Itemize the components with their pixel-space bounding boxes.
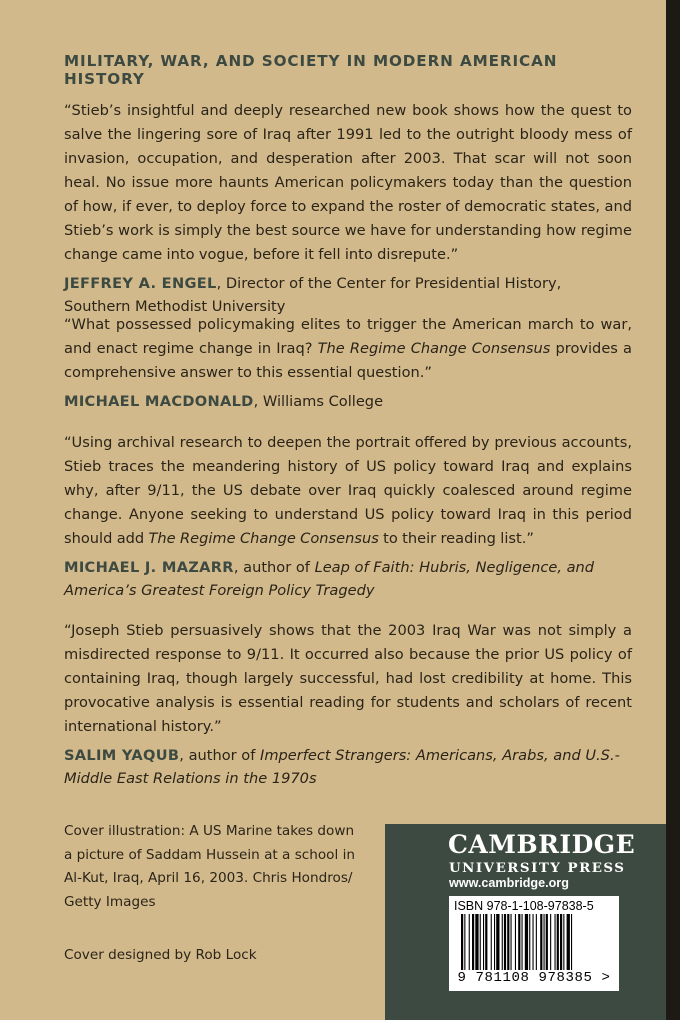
barcode-bar bbox=[560, 914, 562, 970]
blurb-engel bbox=[64, 99, 632, 318]
barcode-bar bbox=[550, 914, 551, 970]
blurb-quote: “Stieb’s insightful and deeply researched new book shows how the quest to salve the lingering sore of Iraq after 1991 led to the outright bloody mess of invasion, occupation, and desperation after 2003. That scar will not soon heal. No issue more haunts American policymakers today than the question of how, if ever, to deploy force to expand the roster of democratic states, and Stieb’s work is simply the best source we have for understanding how regime change came into vogue, before it fell into disrepute.” bbox=[64, 102, 632, 263]
endorser-work: Imperfect Strangers: Americans, Arabs, and U.S.-Middle East Relations in the 1970s bbox=[64, 747, 620, 787]
barcode-bar bbox=[533, 914, 534, 970]
blurb-yaqub bbox=[64, 619, 632, 790]
barcode-bar bbox=[540, 914, 542, 970]
barcode-bar bbox=[522, 914, 523, 970]
cover-illustration-credit: Cover illustration: A US Marine takes down a picture of Saddam Hussein at a school in Al-Kut, Iraq, April 16, 2003. Chris Hondros/ Getty Images bbox=[64, 823, 355, 910]
endorser-name: MICHAEL J. MAZARR bbox=[64, 559, 234, 576]
barcode-bar bbox=[491, 914, 492, 970]
spine-edge bbox=[666, 0, 680, 1020]
endorser-affiliation: , Director of the Center for Presidential History, Southern Methodist University bbox=[64, 275, 562, 315]
isbn-label: ISBN 978-1-108-97838-5 bbox=[454, 899, 594, 913]
barcode-bar bbox=[464, 914, 465, 970]
blurb-attribution bbox=[64, 390, 632, 413]
publisher-subtitle: UNIVERSITY PRESS bbox=[449, 860, 626, 876]
blurb-macdonald bbox=[64, 313, 632, 413]
barcode-bar bbox=[483, 914, 484, 970]
barcode-bar bbox=[494, 914, 495, 970]
quote-text: provides a comprehensive answer to this essential question.” bbox=[64, 340, 632, 381]
quote-text: “Using archival research to deepen the portrait offered by previous accounts, Stieb traces the meandering history of US policy toward Iraq and explains why, after 9/11, the US debate over Iraq quickly coalesced around regime change. Anyone seeking to understand US policy toward Iraq in this period should add bbox=[64, 434, 632, 547]
barcode-bar bbox=[472, 914, 474, 970]
barcode-bar bbox=[529, 914, 530, 970]
barcode-bar bbox=[475, 914, 478, 970]
endorser-affiliation: , author of bbox=[179, 747, 261, 764]
barcode-bar bbox=[546, 914, 548, 970]
endorser-affiliation: , author of bbox=[233, 559, 315, 576]
cover-designer-credit: Cover designed by Rob Lock bbox=[64, 947, 257, 963]
barcode-bar bbox=[511, 914, 512, 970]
publisher-name: CAMBRIDGE bbox=[448, 830, 636, 859]
quote-text: to their reading list.” bbox=[378, 530, 534, 547]
barcode-bar bbox=[536, 914, 537, 970]
isbn-barcode bbox=[449, 896, 619, 991]
blurb-quote bbox=[64, 431, 632, 551]
endorser-name: JEFFREY A. ENGEL bbox=[64, 275, 217, 292]
blurb-mazarr bbox=[64, 431, 632, 602]
publisher-url: www.cambridge.org bbox=[449, 876, 569, 890]
barcode-bar bbox=[485, 914, 487, 970]
quote-text: “What possessed policymaking elites to trigger the American march to war, and enact regime change in Iraq? bbox=[64, 316, 632, 357]
barcode-bar bbox=[567, 914, 570, 970]
barcode-bar bbox=[518, 914, 520, 970]
blurb-attribution bbox=[64, 272, 632, 318]
endorser-work: Leap of Faith: Hubris, Negligence, and America’s Greatest Foreign Policy Tragedy bbox=[64, 559, 595, 599]
blurb-attribution bbox=[64, 744, 632, 790]
book-title: The Regime Change Consensus bbox=[317, 340, 551, 357]
barcode-digits: 9 781108 978385 > bbox=[457, 970, 611, 986]
barcode-bar bbox=[461, 914, 463, 970]
endorser-affiliation: , Williams College bbox=[253, 393, 384, 410]
endorser-name: MICHAEL MACDONALD bbox=[64, 393, 254, 410]
blurb-quote: “Joseph Stieb persuasively shows that the 2003 Iraq War was not simply a misdirected response to 9/11. It occurred also because the prior US policy of containing Iraq, though largely successful, had lost credibility at home. This provocative analysis is essential reading for students and scholars of recent international history.” bbox=[64, 622, 632, 735]
barcode-bar bbox=[504, 914, 506, 970]
barcode-bar bbox=[555, 914, 556, 970]
barcode-bars bbox=[461, 914, 607, 970]
blurb-quote bbox=[64, 313, 632, 385]
book-title: The Regime Change Consensus bbox=[148, 530, 379, 547]
barcode-bar bbox=[515, 914, 516, 970]
barcode-bar bbox=[480, 914, 481, 970]
blurb-attribution bbox=[64, 556, 632, 602]
barcode-bar bbox=[544, 914, 545, 970]
barcode-bar bbox=[525, 914, 528, 970]
barcode-bar bbox=[502, 914, 503, 970]
barcode-bar bbox=[507, 914, 509, 970]
endorser-name: SALIM YAQUB bbox=[64, 747, 180, 764]
barcode-bar bbox=[496, 914, 499, 970]
barcode-bar bbox=[563, 914, 564, 970]
barcode-bar bbox=[469, 914, 470, 970]
barcode-bar bbox=[557, 914, 559, 970]
series-title: MILITARY, WAR, AND SOCIETY IN MODERN AMERICAN HISTORY bbox=[64, 52, 558, 88]
barcode-bar bbox=[571, 914, 572, 970]
